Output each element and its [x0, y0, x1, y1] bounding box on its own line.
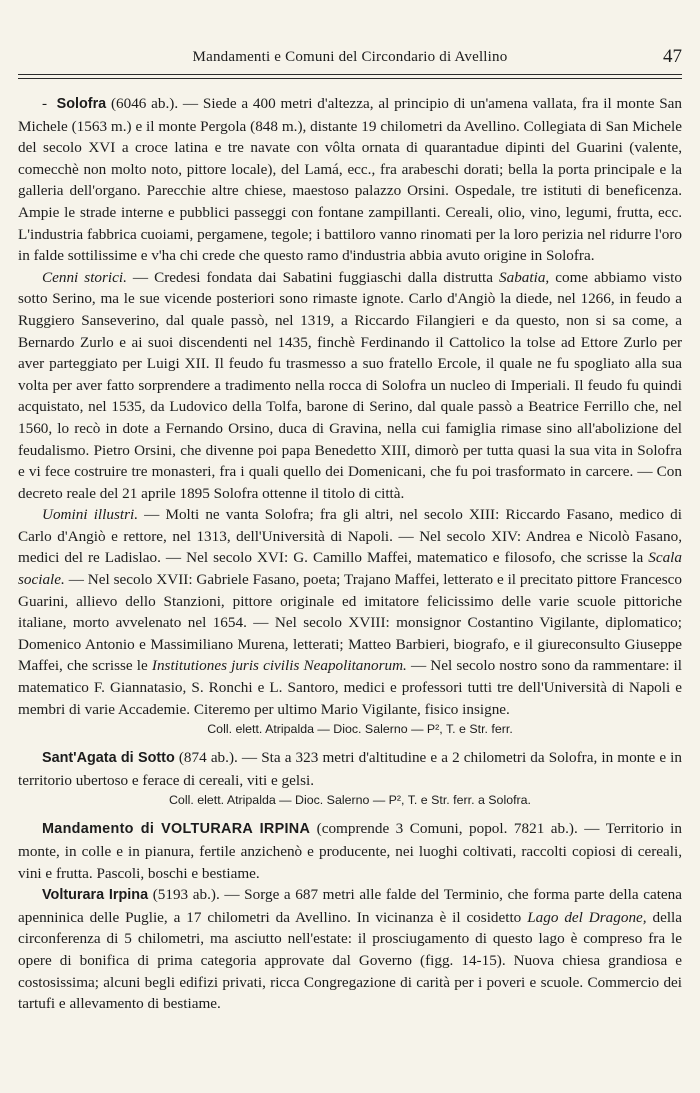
institutiones-title: Institutiones juris civilis Neapolitanorum. — [151, 657, 407, 675]
cenni-storici-paragraph — [18, 267, 682, 505]
santagata-heading: Sant'Agata di Sotto — [42, 750, 175, 767]
uomini-text-b: — Nel secolo XVII: Gabriele Fasano, poeta; Trajano Maffei, letterato e il precitato pittore Francesco Guarini, allievo dello Stanzioni, pittore originale ed imitatore felicissimo delle varie scuole pittoriche italiane, morto avvelenato nel 1654. — Nel secolo XVIII: monsignor Costantino Vigilante, diplomatico; Domenico Antonio e Massimiliano Murena, letterati; Matteo Barbieri, biografo, e il giureconsulto Giuseppe Maffei, che scrisse le — [18, 571, 682, 675]
header-title: Mandamenti e Comuni del Circondario di Avellino — [192, 49, 508, 65]
page-body — [18, 93, 682, 1015]
solofra-dash: - — [42, 95, 48, 112]
cenni-storici-text-b: come abbiamo visto sotto Serino, ma le sue vicende posteriori sono rimaste ignote. Carlo d'Angiò la diede, nel 1266, in feudo a Ruggiero Sanseverino, dal quale passò, nel 1319, a Riccardo Filangieri e da questo, non si sa come, a Bernardo Zurlo e ai suoi discendenti nel 1435, finchè Ferdinando il Cattolico la tolse ad Ettore Zurlo per aver parteggiato per Luigi XII. Il feudo fu trasmesso a suo fratello Ercole, il quale ne fu spogliato alla sua volta per aver fatto sorprendere a tradimento nella rocca di Solofra un nucleo di Imperiali. Il feudo fu quindi acquistato, nel 1535, da Ludovico della Tolfa, barone di Serino, dal quale passò a Beatrice Ferrillo che, nel 1560, lo recò in dote a Fernando Orsino, duca di Gravina, nella cui famiglia rimase sino all'abolizione del feudalismo. Pietro Orsini, che divenne poi papa Benedetto XIII, dimorò per tutta quasi la sua vita in Solofra e vi fece costruire tre monasteri, fra i quali quello dei Domenicani, che fu poi trasformato in carcere. — Con decreto reale del 21 aprile 1895 Solofra ottenne il titolo di città. — [18, 268, 682, 502]
mandamento-text: (comprende 3 Comuni, popol. 7821 ab.). — Territorio in monte, in colle e in pianura, fertile anzichenò e producente, nei luoghi coltivati, raccolti copiosi di cereali, vini e frutta. Pascoli, boschi e bestiame. — [18, 820, 682, 882]
header-rule-thin — [18, 78, 682, 79]
solofra-paragraph — [18, 93, 682, 267]
uomini-illustri-paragraph — [18, 504, 682, 720]
volturara-paragraph — [18, 884, 682, 1015]
page-number: 47 — [663, 46, 682, 67]
lago-dragone-term: Lago del Dragone, — [527, 908, 647, 926]
mandamento-heading: Mandamento di VOLTURARA IRPINA — [42, 821, 311, 838]
header-rule — [18, 74, 682, 75]
solofra-heading: Solofra — [56, 96, 107, 112]
santagata-collegio-line: Coll. elett. Atripalda — Dioc. Salerno — P², T. e Str. ferr. a Solofra. — [168, 793, 531, 808]
volturara-heading: Volturara Irpina — [42, 887, 149, 904]
uomini-text-c: — Nel secolo nostro sono da rammentare: il matematico F. Giannatasio, S. Ronchi e L. Santoro, medici e professori tutti tre dell'Università di Napoli e membri di varie Accademie. Citeremo per ultimo Mario Vigilante, fisico insigne. — [18, 657, 682, 718]
solofra-collegio-line: Coll. elett. Atripalda — Dioc. Salerno — P², T. e Str. ferr. — [207, 722, 513, 737]
santagata-paragraph — [18, 747, 682, 791]
sabatia-term: Sabatia, — [499, 268, 550, 286]
volturara-text-a: (5193 ab.). — Sorge a 687 metri alle falde del Terminio, che forma parte della catena apenninica delle Puglie, a 17 chilometri da Avellino. In vicinanza è il cosidetto — [18, 886, 682, 926]
cenni-storici-text-a: — Credesi fondata dai Sabatini fuggiaschi dalla distrutta — [126, 268, 500, 286]
uomini-text-a: — Molti ne vanta Solofra; fra gli altri, nel secolo XIII: Riccardo Fasano, medico di Carlo d'Angiò e rettore, nel 1313, dell'Università di Napoli. — Nel secolo XIV: Andrea e Nicolò Fasano, medici del re Ladislao. — Nel secolo XVI: G. Camillo Maffei, matematico e filosofo, che scrisse la — [18, 506, 682, 567]
santagata-text: (874 ab.). — Sta a 323 metri d'altitudine e a 2 chilometri da Solofra, in monte e in territorio ubertoso e ferace di cereali, viti e gelsi. — [18, 749, 682, 789]
uomini-illustri-label: Uomini illustri. — [42, 506, 138, 524]
scala-sociale-title: Scala sociale. — [18, 549, 682, 589]
cenni-storici-label: Cenni storici. — [42, 268, 127, 286]
running-header — [18, 46, 682, 70]
volturara-text-b: della circonferenza di 5 chilometri, ma asciutto nell'estate: il prosciugamento di questo lago è compreso fra le opere di bonifica di prima categoria approvate dal Governo (figg. 14-15). Nuova chiesa grandiosa e costosissima; alcuni begli edifizi privati, ricca Congregazione di carità per i poveri e scuole. Commercio dei tartufi e allevamento di bestiame. — [18, 908, 682, 1013]
solofra-intro: (6046 ab.). — Siede a 400 metri d'altezza, al principio di un'amena vallata, fra il monte San Michele (1563 m.) e il monte Pergola (848 m.), distante 19 chilometri da Avellino. Collegiata di San Michele del secolo XVI a croce latina e tre navate con vôlta ornata di quarantadue dipinti del Guarini (valente, comecchè non molto noto, pittore locale), del Lamá, ecc., fra arabeschi dorati; bella la porta principale e la galleria dell'organo. Parecchie altre chiese, maestoso palazzo Orsini. Ospedale, tre istituti di beneficenza. Ampie le strade interne e pubblici passeggi con fontane zampillanti. Cereali, olio, vino, legumi, frutta, ecc. L'industria fabbrica cuoiami, pergamene, tegole; i battiloro vanno rinomati per la loro perizia nel ridurre l'oro in falde sottilissime e v'ha chi crede che questo ramo d'industria abbia avuto origine in Solofra. — [18, 95, 682, 265]
mandamento-paragraph — [18, 818, 682, 884]
